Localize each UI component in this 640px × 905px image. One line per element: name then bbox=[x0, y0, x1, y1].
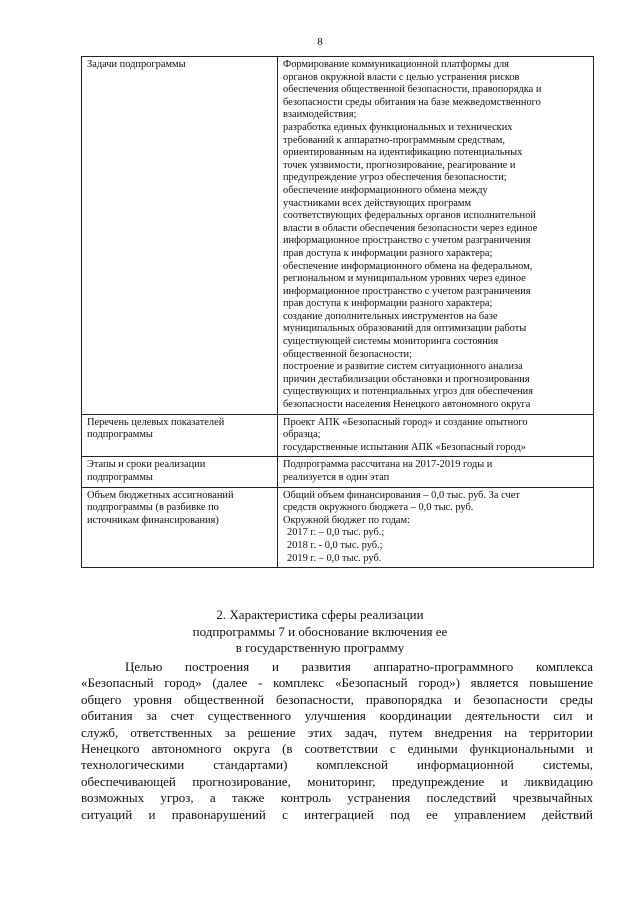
row-label-line: Объем бюджетных ассигнований bbox=[87, 489, 234, 501]
section-title-line: 2. Характеристика сферы реализации bbox=[216, 607, 424, 622]
row-value-line: 2019 г. – 0,0 тыс. руб. bbox=[287, 552, 382, 564]
row-value-cell bbox=[278, 487, 594, 568]
row-value-line: безопасности среды обитания на базе межведомственного bbox=[283, 96, 541, 108]
subprogram-passport-table bbox=[81, 56, 594, 568]
row-value-line: органов окружной власти с целью устранения рисков bbox=[283, 71, 520, 83]
row-value-line: разработка единых функциональных и технических bbox=[283, 121, 513, 133]
row-value-line: Общий объем финансирования – 0,0 тыс. руб. За счет bbox=[283, 489, 520, 501]
row-value-line: предупреждение угроз обеспечения безопасности; bbox=[283, 172, 507, 184]
row-value-line: реализуется в один этап bbox=[283, 472, 390, 483]
row-value-line: обеспечения общественной безопасности, правопорядка и bbox=[283, 84, 542, 96]
row-value-line: соответствующих федеральных органов исполнительной bbox=[283, 210, 536, 222]
row-value-line: участниками всех действующих программ bbox=[283, 197, 472, 209]
row-value-line: средств окружного бюджета – 0,0 тыс. руб. bbox=[283, 502, 474, 514]
row-value-line: 2018 г. - 0,0 тыс. руб.; bbox=[287, 539, 383, 551]
row-value-line: прав доступа к информации разного характера; bbox=[283, 247, 493, 259]
row-value-line: прав доступа к информации разного характера; bbox=[283, 298, 493, 310]
passport-table-body bbox=[82, 57, 594, 568]
body-line: ситуаций и правонарушений с интеграцией под ее управлением действий bbox=[81, 806, 593, 822]
row-label-cell bbox=[82, 57, 278, 415]
row-value-line: Окружной бюджет по годам: bbox=[283, 514, 410, 526]
body-line: Целью построения и развития аппаратно-программного комплекса bbox=[125, 659, 593, 674]
row-label-line: источникам финансирования) bbox=[87, 514, 219, 526]
row-value-line: муниципальных образований для оптимизации работы bbox=[283, 323, 527, 335]
row-label-line: подпрограммы (в разбивке по bbox=[87, 502, 219, 514]
table-row bbox=[82, 57, 594, 415]
row-label-cell bbox=[82, 414, 278, 457]
row-value-line: требований к аппаратно-программным средствам, bbox=[283, 134, 505, 146]
row-value-line: безопасности населения Ненецкого автономного округа bbox=[283, 399, 531, 411]
row-value-line: Подпрограмма рассчитана на 2017-2019 годы и bbox=[283, 459, 493, 471]
row-value-line: региональном и муниципальном уровнях через единое bbox=[283, 273, 526, 285]
row-label-cell bbox=[82, 487, 278, 568]
row-label-cell bbox=[82, 457, 278, 487]
row-value-line: создание дополнительных инструментов на базе bbox=[283, 310, 498, 322]
row-value-line: власти в области обеспечения безопасности через единое bbox=[283, 222, 538, 234]
row-value-line: обеспечение информационного обмена между bbox=[283, 184, 488, 196]
page-number: 8 bbox=[317, 36, 323, 48]
row-value-line: 2017 г. – 0,0 тыс. руб.; bbox=[287, 527, 385, 539]
body-line: обитания за счет существенного улучшения координации деятельности сил и bbox=[81, 708, 593, 724]
body-line: обеспечивающей прогнозирование, мониторинг, предупреждение и ликвидацию bbox=[81, 773, 593, 789]
body-paragraph bbox=[81, 659, 593, 823]
row-label-line: подпрограммы bbox=[87, 429, 153, 441]
row-value-line: Формирование коммуникационной платформы для bbox=[283, 59, 509, 70]
row-value-line: ориентированным на идентификацию потенциальных bbox=[283, 147, 523, 159]
row-value-line: образца; bbox=[283, 429, 321, 441]
row-value-cell bbox=[278, 414, 594, 457]
body-line: общего уровня общественной безопасности, правопорядка и безопасности среды bbox=[81, 691, 593, 707]
body-line: возможных угроз, а также контроль устранения последствий чрезвычайных bbox=[81, 790, 593, 806]
section-title-line: подпрограммы 7 и обоснование включения ее bbox=[192, 623, 448, 639]
row-label-line: Перечень целевых показателей bbox=[87, 416, 225, 428]
row-value-cell bbox=[278, 457, 594, 487]
row-value-line: существующей системы мониторинга состояния bbox=[283, 336, 499, 348]
row-value-line: информационное пространство с учетом разграничения bbox=[283, 235, 531, 247]
row-value-line: Проект АПК «Безопасный город» и создание опытного bbox=[283, 416, 528, 428]
body-line: технологическими стандартами) комплексной информационной системы, bbox=[81, 757, 593, 773]
section-title-line: в государственную программу bbox=[235, 640, 405, 655]
row-value-line: обеспечение информационного обмена на федеральном, bbox=[283, 260, 533, 272]
section-title bbox=[0, 607, 640, 657]
row-value-cell bbox=[278, 57, 594, 415]
body-line: «Безопасный город» (далее - комплекс «Безопасный город») является повышение bbox=[81, 675, 593, 691]
row-value-line: взаимодействия; bbox=[283, 109, 357, 121]
row-value-line: существующих и потенциальных угроз для обеспечения bbox=[283, 386, 534, 398]
row-value-line: информационное пространство с учетом разграничения bbox=[283, 285, 531, 297]
table-row bbox=[82, 414, 594, 457]
row-label-line: Этапы и сроки реализации bbox=[87, 459, 206, 471]
row-value-line: построение и развитие систем ситуационного анализа bbox=[283, 361, 523, 373]
table-row bbox=[82, 457, 594, 487]
row-value-line: общественной безопасности; bbox=[283, 348, 412, 360]
body-line: Ненецкого автономного округа (в соответствии с едиными функциональными и bbox=[81, 741, 593, 757]
table-row bbox=[82, 487, 594, 568]
row-label-line: подпрограммы bbox=[87, 472, 153, 483]
row-label-line: Задачи подпрограммы bbox=[87, 59, 186, 70]
row-value-line: государственные испытания АПК «Безопасный город» bbox=[283, 441, 526, 453]
body-line: служб, ответственных за решение этих задач, путем внедрения на территории bbox=[81, 724, 593, 740]
row-value-line: точек уязвимости, прогнозирование, реагирование и bbox=[283, 159, 516, 171]
row-value-line: причин дестабилизации обстановки и прогнозирования bbox=[283, 373, 530, 385]
